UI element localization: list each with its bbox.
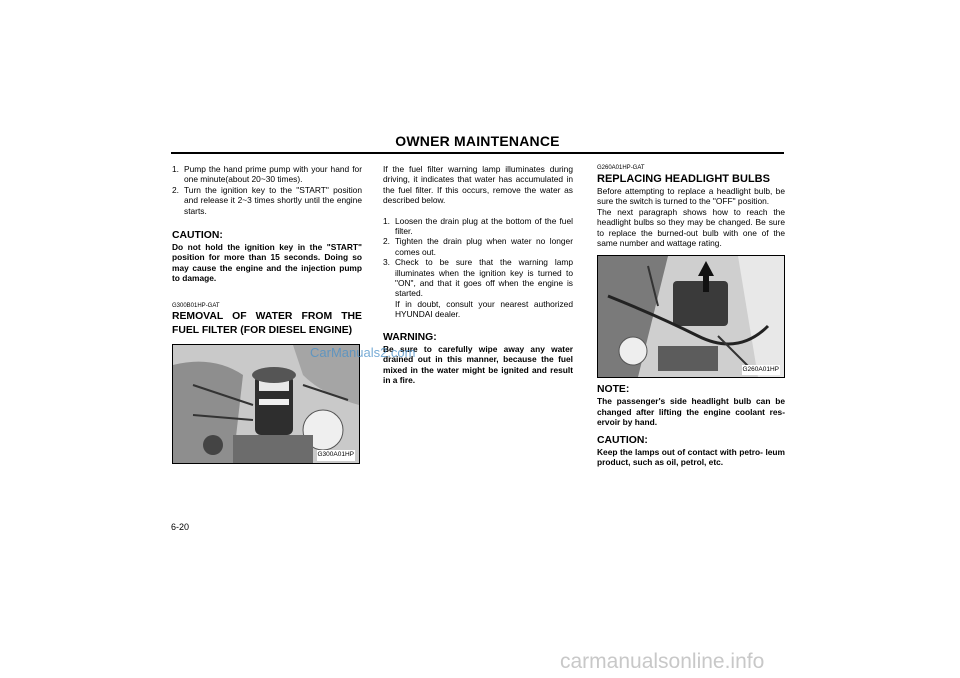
caution-heading: CAUTION: — [597, 434, 648, 446]
list-item — [383, 216, 573, 237]
headlight-photo — [597, 255, 785, 378]
step-text: Pump the hand prime pump with your hand for one minute(about 20~30 times). — [184, 164, 362, 185]
list-item — [383, 257, 573, 319]
intro-text: If the fuel filter warning lamp illuminates during driving, it indicates that water has accumulated in the fuel filter. If this occurs, remove the water as described below. — [383, 164, 573, 206]
column-3 — [597, 164, 785, 467]
section-title: REMOVAL OF WATER FROM THE FUEL FILTER (FOR DIESEL ENGINE) — [172, 310, 362, 336]
step-text: Check to be sure that the warning lamp illuminates when the ignition key is turned to "ON", and that it goes off when the engine is started. — [395, 257, 573, 299]
body-text-2: The next paragraph shows how to reach the headlight bulbs so they may be changed. Be sure to replace the burned-out bulb with one of the same number and wattage rating. — [597, 206, 785, 249]
step-extra-text: If in doubt, consult your nearest authorized HYUNDAI dealer. — [395, 298, 573, 320]
page-number: 6-20 — [171, 522, 190, 532]
step-number: 1. — [172, 164, 179, 174]
fuel-filter-illustration — [173, 345, 359, 463]
headlight-illustration — [598, 256, 784, 377]
step-number: 2. — [383, 236, 390, 247]
section-code: G300B01HP-GAT — [172, 302, 220, 309]
note-text: The passenger's side headlight bulb can be changed after lifting the engine coolant res- ervoir by hand. — [597, 396, 785, 428]
list-item — [383, 236, 573, 257]
section-code: G260A01HP-GAT — [597, 165, 645, 171]
figure-label: G260A01HP — [742, 365, 781, 375]
section-title: REPLACING HEADLIGHT BULBS — [597, 173, 770, 185]
warning-text: Be sure to carefully wipe away any water drained out in this manner, because the fuel mixed in the water might be ignited and result in a fire. — [383, 343, 573, 385]
note-heading: NOTE: — [597, 384, 630, 396]
warning-heading: WARNING: — [383, 331, 437, 343]
center-watermark: CarManuals2.com — [310, 345, 416, 360]
caution-text: Keep the lamps out of contact with petro- leum product, such as oil, petrol, etc. — [597, 446, 785, 468]
list-item — [172, 164, 362, 185]
step-text: Loosen the drain plug at the bottom of the fuel filter. — [395, 215, 573, 237]
figure-label: G300A01HP — [317, 450, 356, 460]
column-1 — [172, 164, 362, 464]
fuel-filter-photo — [172, 344, 360, 464]
header-rule — [171, 152, 784, 154]
footer-watermark: carmanualsonline.info — [560, 650, 765, 673]
list-item — [172, 185, 362, 216]
step-number: 2. — [172, 184, 179, 195]
step-number: 3. — [383, 257, 390, 268]
step-number: 1. — [383, 215, 390, 226]
priming-steps — [172, 164, 362, 216]
step-text: Tighten the drain plug when water no longer comes out. — [395, 236, 573, 257]
body-text: Before attempting to replace a headlight bulb, be sure the switch is turned to the "OFF" position. — [597, 186, 785, 207]
drain-steps — [383, 216, 573, 320]
caution-heading: CAUTION: — [172, 230, 223, 242]
page-header-title: OWNER MAINTENANCE — [395, 133, 560, 149]
step-text: Turn the ignition key to the "START" position and release it 2~3 times shortly until the engine starts. — [184, 184, 362, 216]
caution-text: Do not hold the ignition key in the "START" position for more than 15 seconds. Doing so may cause the engine and the injection pump to damage. — [172, 242, 362, 284]
